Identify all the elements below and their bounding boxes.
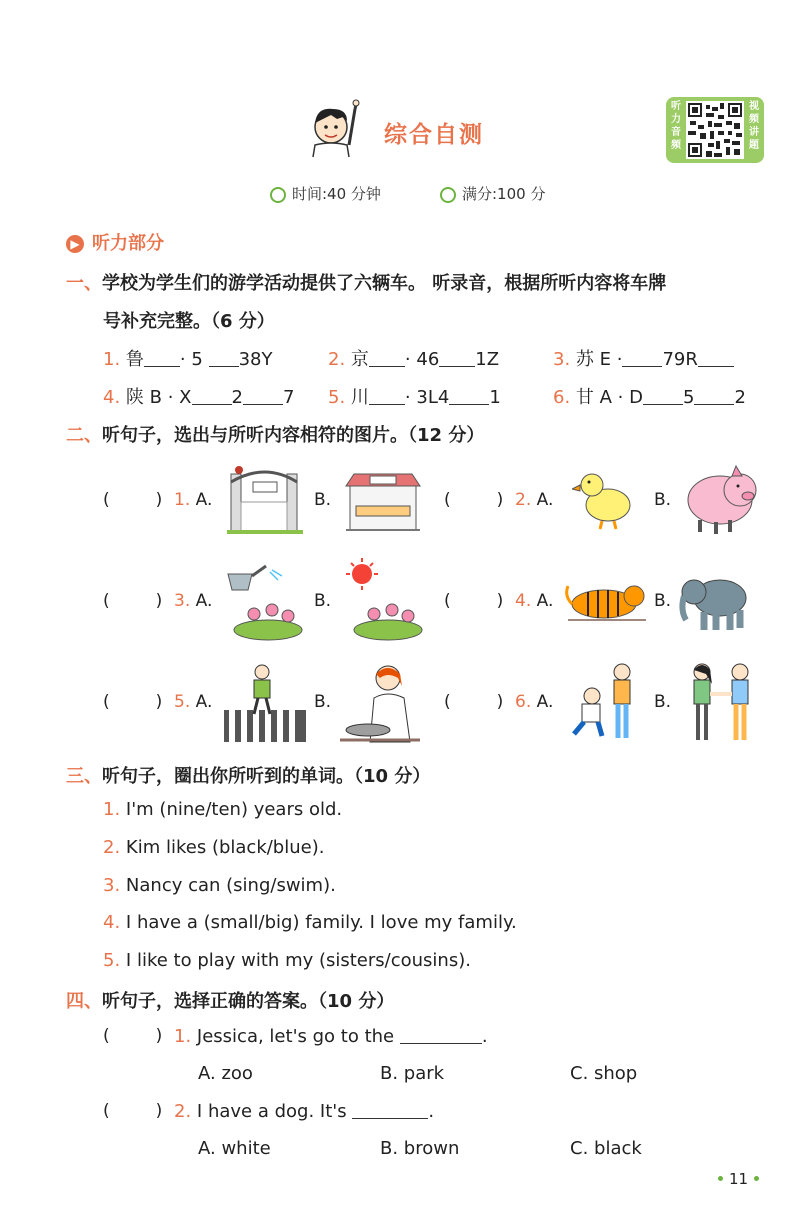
q2-item-6-b: B. — [654, 692, 672, 712]
q2-item-4-label: 4. A. — [515, 591, 554, 611]
section-label: ▶ 听力部分 — [66, 229, 164, 255]
answer-paren[interactable]: ( ) — [103, 692, 163, 712]
tiger-icon[interactable] — [564, 576, 650, 624]
cooking-icon[interactable] — [340, 662, 422, 746]
q2-item-4-b: B. — [654, 591, 672, 611]
time-limit: 时间:40 分钟 — [270, 183, 381, 204]
qr-code-panel[interactable] — [666, 97, 764, 163]
answer-paren[interactable]: ( ) — [444, 692, 504, 712]
crossing-street-icon[interactable] — [222, 662, 308, 744]
answer-paren[interactable]: ( ) — [103, 1026, 163, 1046]
q3-item[interactable]: 3. Nancy can (sing/swim). — [103, 875, 336, 896]
q3-heading: 三、听句子，圈出你所听到的单词。（10 分） — [66, 766, 431, 787]
elephant-icon[interactable] — [678, 570, 750, 632]
answer-paren[interactable]: ( ) — [444, 591, 504, 611]
q2-item-5-b: B. — [314, 692, 332, 712]
q4-heading: 四、听句子，选择正确的答案。（10 分） — [66, 991, 395, 1012]
q3-item[interactable]: 2. Kim likes (black/blue). — [103, 837, 325, 858]
page-title: 综合自测 — [384, 122, 484, 148]
clock-icon — [270, 187, 286, 203]
answer-blank[interactable] — [192, 386, 232, 405]
answer-blank[interactable] — [622, 348, 662, 367]
answer-paren[interactable]: ( ) — [103, 591, 163, 611]
answer-blank[interactable] — [643, 386, 683, 405]
answer-paren[interactable]: ( ) — [444, 490, 504, 510]
helping-friend-icon[interactable] — [566, 660, 646, 742]
q2-item-2-label: 2. A. — [515, 490, 554, 510]
option-b[interactable]: B. brown — [380, 1138, 460, 1159]
q2-heading: 二、听句子，选出与所听内容相符的图片。（12 分） — [66, 425, 485, 446]
shop-icon[interactable] — [344, 470, 422, 532]
q4-item-1: 1. Jessica, let's go to the . — [174, 1026, 488, 1047]
duck-icon[interactable] — [572, 465, 638, 531]
q2-item-2-b: B. — [654, 490, 672, 510]
q2-item-3-label: 3. A. — [174, 591, 213, 611]
q2-item-6-label: 6. A. — [515, 692, 554, 712]
school-gate-icon[interactable] — [225, 462, 305, 534]
q1-item-1: 1. 鲁 · 5 38Y — [103, 349, 273, 370]
answer-blank[interactable] — [243, 386, 283, 405]
full-score: 满分:100 分 — [440, 183, 545, 204]
option-c[interactable]: C. shop — [570, 1063, 638, 1084]
q2-item-1-b: B. — [314, 490, 332, 510]
answer-paren[interactable]: ( ) — [103, 490, 163, 510]
dot-icon — [754, 1176, 759, 1181]
q1-heading-line2: 号补充完整。（6 分） — [103, 311, 275, 332]
q3-item[interactable]: 4. I have a (small/big) family. I love my family. — [103, 912, 517, 933]
pig-icon[interactable] — [680, 460, 764, 536]
q2-item-3-b: B. — [314, 591, 332, 611]
option-c[interactable]: C. black — [570, 1138, 642, 1159]
q4-item-2: 2. I have a dog. It's . — [174, 1101, 435, 1122]
q3-item[interactable]: 1. I'm (nine/ten) years old. — [103, 799, 343, 820]
answer-blank[interactable] — [369, 348, 405, 367]
answer-paren[interactable]: ( ) — [103, 1101, 163, 1121]
answer-blank[interactable] — [698, 348, 734, 367]
sun-flowers-icon[interactable] — [344, 558, 424, 642]
qr-code-icon[interactable] — [686, 101, 744, 159]
q2-item-1-label: 1. A. — [174, 490, 213, 510]
play-bullet-icon: ▶ — [66, 235, 84, 253]
option-a[interactable]: A. zoo — [198, 1063, 253, 1084]
answer-blank[interactable] — [439, 348, 475, 367]
option-b[interactable]: B. park — [380, 1063, 445, 1084]
answer-blank[interactable] — [144, 348, 180, 367]
qr-label-left: 听 力 音 频 — [671, 101, 681, 151]
answer-blank[interactable] — [209, 348, 239, 367]
q2-item-5-label: 5. A. — [174, 692, 213, 712]
q1-item-2: 2. 京 · 46 1Z — [328, 349, 500, 370]
boy-mascot-icon — [305, 97, 365, 159]
answer-blank[interactable] — [449, 386, 489, 405]
answer-blank[interactable] — [352, 1100, 428, 1119]
answer-blank[interactable] — [369, 386, 405, 405]
q1-item-3: 3. 苏 E · 79R — [553, 345, 734, 371]
watering-can-flowers-icon[interactable] — [222, 560, 308, 642]
check-circle-icon — [440, 187, 456, 203]
qr-label-right: 视 频 讲 题 — [749, 101, 759, 151]
shaking-hands-icon[interactable] — [684, 660, 760, 744]
option-a[interactable]: A. white — [198, 1138, 271, 1159]
answer-blank[interactable] — [694, 386, 734, 405]
answer-blank[interactable] — [400, 1025, 482, 1044]
q1-heading: 一、学校为学生们的游学活动提供了六辆车。 听录音，根据所听内容将车牌 — [66, 273, 667, 294]
q1-item-5: 5. 川 · 3L4 1 — [328, 387, 501, 408]
q3-item[interactable]: 5. I like to play with my (sisters/cousins). — [103, 950, 471, 971]
q1-item-4: 4. 陕 B · X 2 7 — [103, 387, 295, 408]
dot-icon — [718, 1176, 723, 1181]
page-number: 11 — [712, 1170, 765, 1188]
q1-item-6: 6. 甘 A · D 5 2 — [553, 387, 746, 408]
